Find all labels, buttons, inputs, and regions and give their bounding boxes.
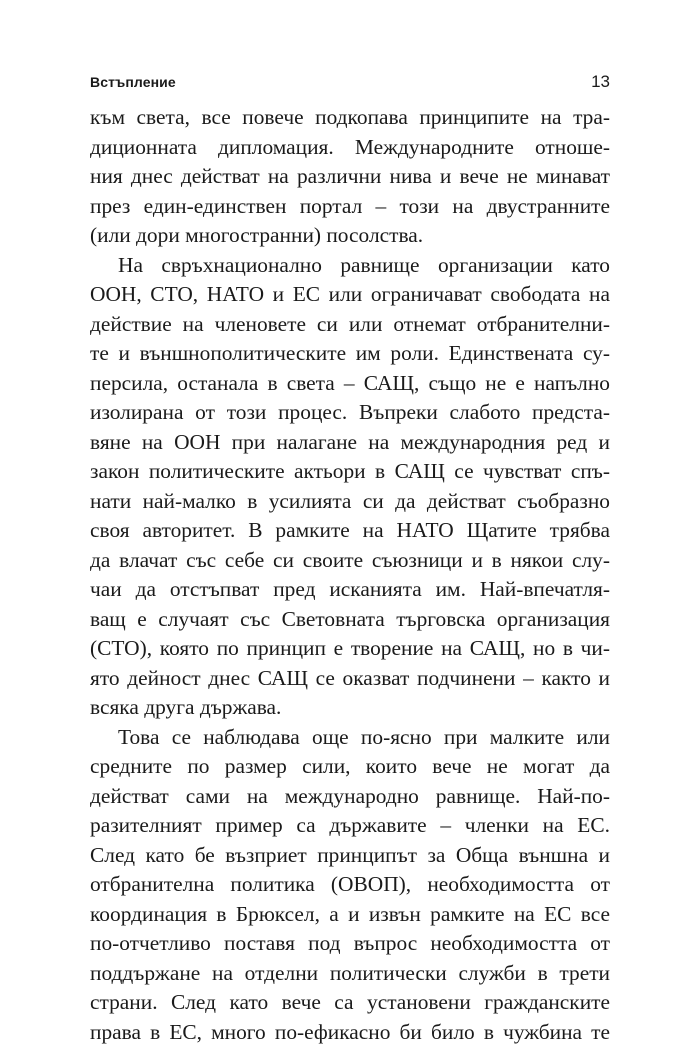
paragraph xyxy=(90,723,610,1048)
text-line: да влачат със себе си своите съюзници и в някои слу- xyxy=(90,547,610,572)
text-line: изолирана от този процес. Въпреки слабото предста- xyxy=(90,400,610,424)
paragraph xyxy=(90,251,610,723)
text-line: Това се наблюдава още по-ясно при малките или xyxy=(118,724,610,749)
text-line: страни. След като вече са установени гражданските xyxy=(90,990,610,1014)
body-text xyxy=(90,103,610,1047)
text-line: всяка друга държава. xyxy=(90,695,282,719)
text-line: След като бе възприет принципът за Обща външна и xyxy=(90,842,610,867)
text-line: разителният пример са държавите – членки на ЕС. xyxy=(90,813,610,837)
text-line: ния днес действат на различни нива и вече не минават xyxy=(90,164,610,188)
text-line: своя авторитет. В рамките на НАТО Щатите трябва xyxy=(90,518,610,542)
text-line: средните по размер сили, които вече не могат да xyxy=(90,754,610,778)
text-line: (СТО), която по принцип е творение на САЩ, но в чи- xyxy=(90,636,610,660)
text-line: диционната дипломация. Международните отноше- xyxy=(90,134,610,159)
page-number: 13 xyxy=(591,72,610,91)
section-title: Встъпление xyxy=(90,74,176,90)
text-line: ООН, СТО, НАТО и ЕС или ограничават свободата на xyxy=(90,282,610,306)
text-line: през един-единствен портал – този на двустранните xyxy=(90,193,610,218)
text-line: права в ЕС, много по-ефикасно би било в чужбина те xyxy=(90,1019,610,1044)
text-line: нати най-малко в усилията си да действат съобразно xyxy=(90,488,610,513)
running-head xyxy=(90,72,610,100)
text-line: поддържане на отделни политически служби в трети xyxy=(90,960,610,985)
text-line: ващ е случаят със Световната търговска организация xyxy=(90,606,610,631)
text-line: На свръхнационално равнище организации като xyxy=(118,252,610,277)
text-line: (или дори многостранни) посолства. xyxy=(90,223,424,247)
text-line: вяне на ООН при налагане на международния ред и xyxy=(90,429,610,454)
text-line: действат сами на международно равнище. Най-по- xyxy=(90,783,610,808)
text-line: действие на членовете си или отнемат отбранителни- xyxy=(90,311,610,336)
text-line: към света, все повече подкопава принципите на тра- xyxy=(90,105,610,129)
text-line: персила, останала в света – САЩ, също не е напълно xyxy=(90,370,610,395)
text-line: отбранителна политика (ОВОП), необходимостта от xyxy=(90,872,610,896)
text-line: чаи да отстъпват пред исканията им. Най-впечатля- xyxy=(90,577,610,601)
paragraph xyxy=(90,103,610,251)
text-line: ято дейност днес САЩ се оказват подчинени – както и xyxy=(90,665,610,690)
text-line: координация в Брюксел, а и извън рамките на ЕС все xyxy=(90,901,610,926)
text-line: закон политическите актьори в САЩ се чувстват спъ- xyxy=(90,459,610,483)
book-page xyxy=(90,72,610,1047)
text-line: те и външнополитическите им роли. Единствената су- xyxy=(90,341,610,365)
text-line: по-отчетливо поставя под въпрос необходимостта от xyxy=(90,931,610,955)
